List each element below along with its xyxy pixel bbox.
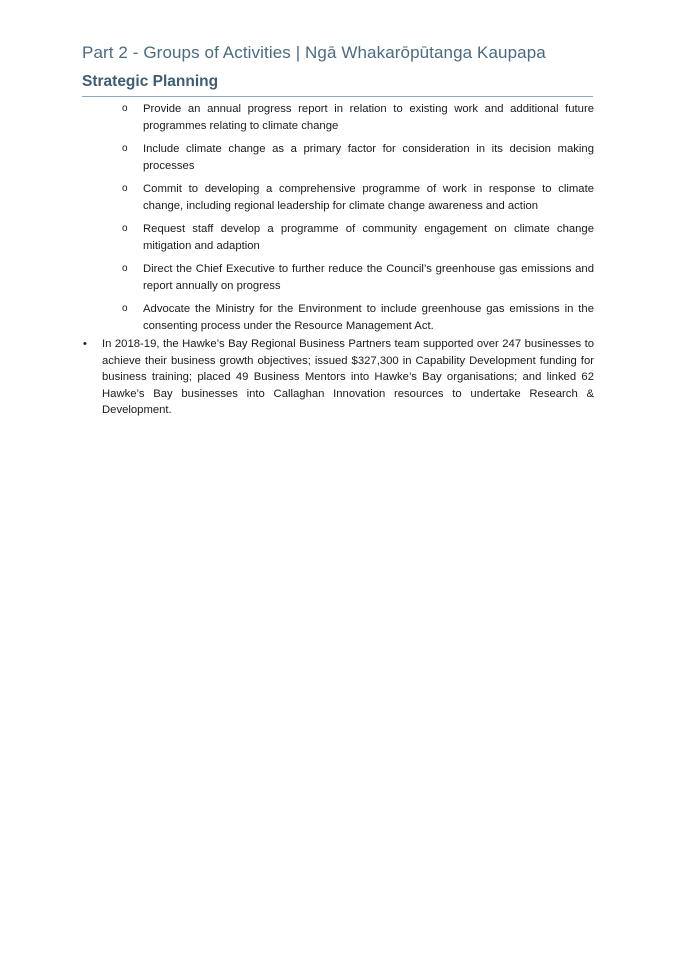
- sub-bullet-text: Advocate the Ministry for the Environment to include greenhouse gas emissions in the consenting process under the Resource Management Act.: [143, 303, 594, 332]
- hollow-bullet-icon: o: [122, 183, 128, 194]
- sub-bullet-text: Include climate change as a primary factor for consideration in its decision making processes: [143, 143, 594, 172]
- sub-bullet-item: [82, 261, 594, 294]
- sub-bullet-item: [82, 221, 594, 254]
- hollow-bullet-icon: o: [122, 303, 128, 314]
- sub-bullet-item: [82, 181, 594, 214]
- hollow-bullet-icon: o: [122, 223, 128, 234]
- header-divider: [82, 96, 593, 97]
- sub-bullet-item: [82, 301, 594, 334]
- sub-bullet-item: [82, 141, 594, 174]
- sub-bullet-list: [82, 101, 594, 334]
- content-body: [82, 101, 594, 419]
- sub-bullet-text: Provide an annual progress report in relation to existing work and additional future programmes relating to climate change: [143, 103, 594, 132]
- sub-bullet-item: [82, 101, 594, 134]
- main-bullet-item: [82, 336, 594, 419]
- sub-bullet-text: Commit to developing a comprehensive programme of work in response to climate change, including regional leadership for climate change awareness and action: [143, 183, 594, 212]
- page-header-title: Part 2 - Groups of Activities | Ngā Whakarōpūtanga Kaupapa: [82, 43, 546, 62]
- sub-bullet-text: Direct the Chief Executive to further reduce the Council’s greenhouse gas emissions and report annually on progress: [143, 263, 594, 292]
- hollow-bullet-icon: o: [122, 263, 128, 274]
- main-bullet-text: In 2018-19, the Hawke’s Bay Regional Business Partners team supported over 247 businesses to achieve their business growth objectives; issued $327,300 in Capability Development funding for business training; placed 49 Business Mentors into Hawke’s Bay organisations; and linked 62 Hawke’s Bay businesses into Callaghan Innovation resources to undertake Research & Development.: [102, 338, 594, 416]
- solid-bullet-icon: •: [83, 338, 87, 350]
- main-bullet-list: [82, 336, 594, 419]
- hollow-bullet-icon: o: [122, 103, 128, 114]
- hollow-bullet-icon: o: [122, 143, 128, 154]
- section-title: Strategic Planning: [82, 73, 219, 90]
- sub-bullet-text: Request staff develop a programme of community engagement on climate change mitigation and adaption: [143, 223, 594, 252]
